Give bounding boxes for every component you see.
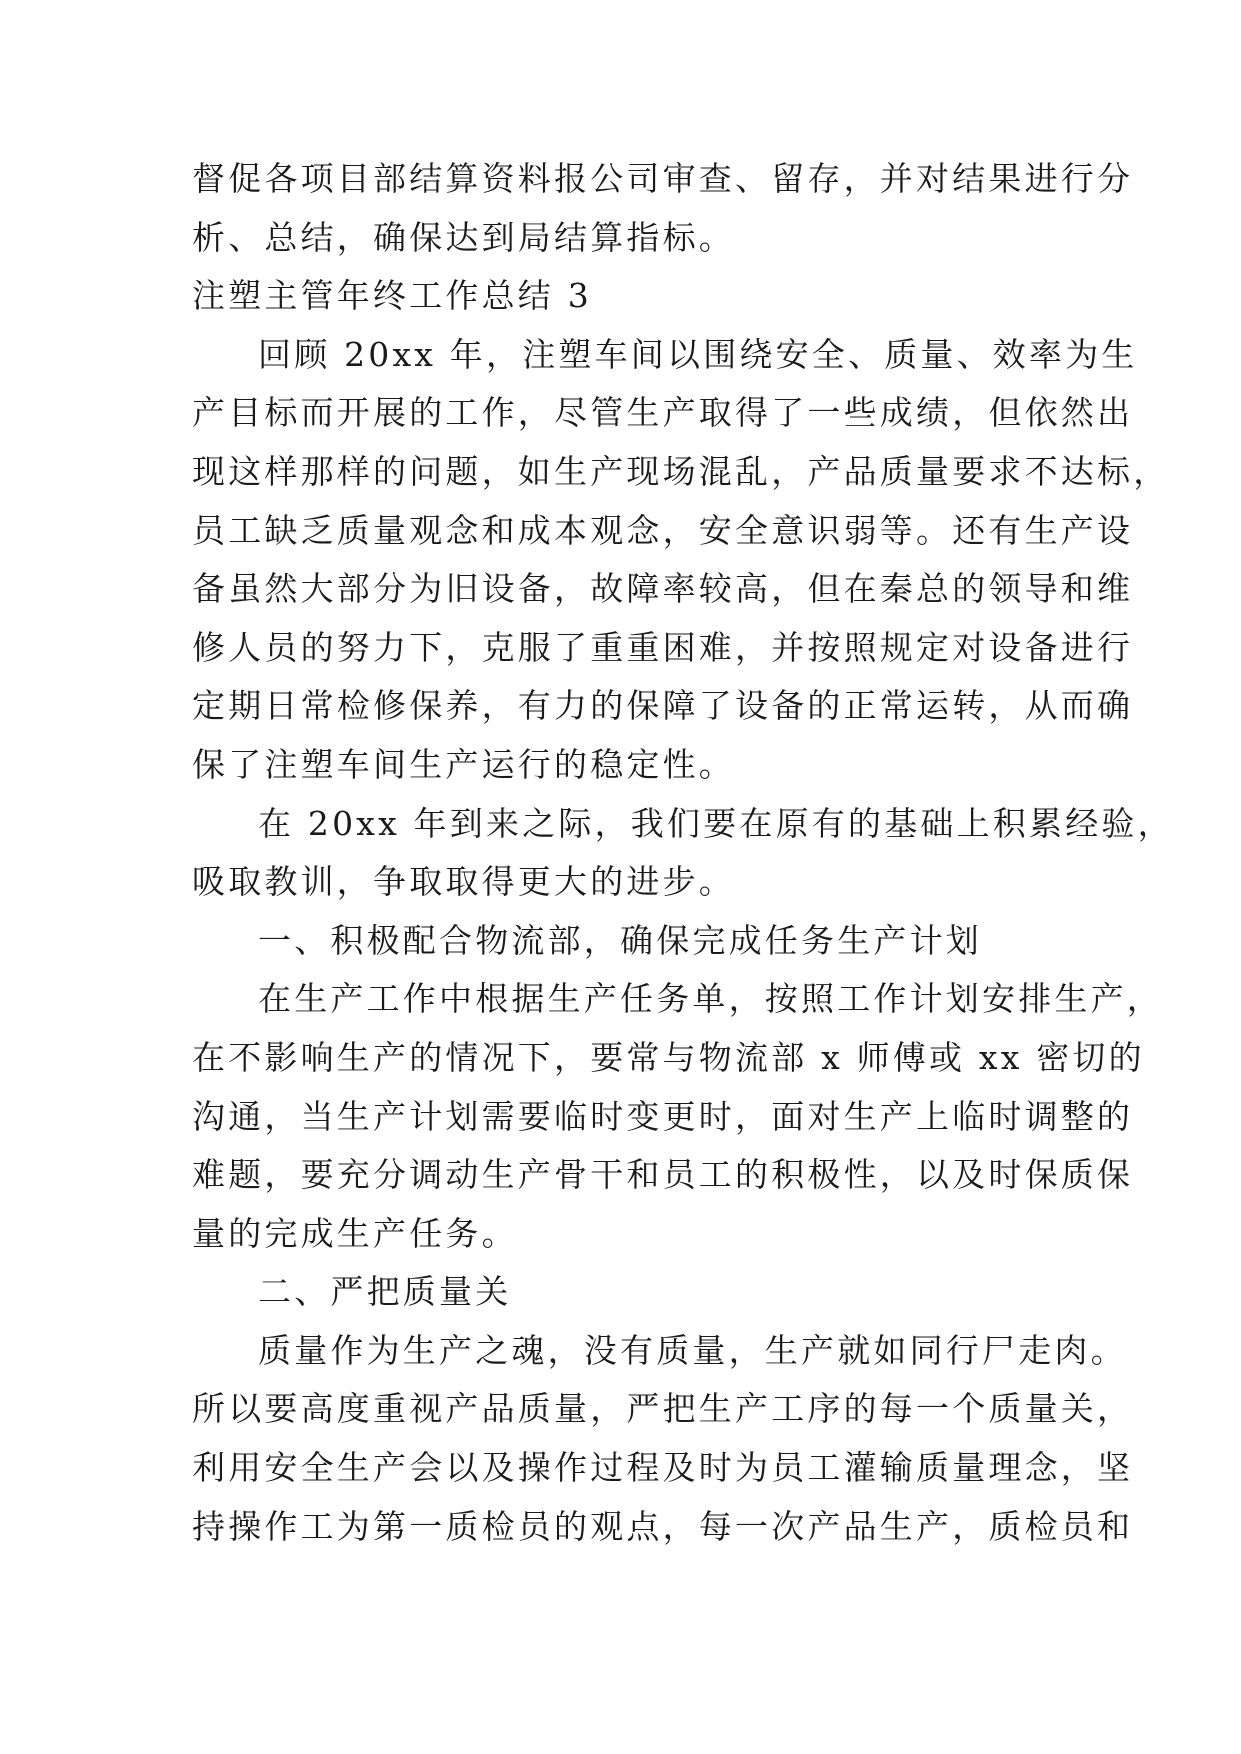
text-line: 沟通，当生产计划需要临时变更时，面对生产上临时调整的 — [192, 1096, 1134, 1136]
text-line: 定期日常检修保养，有力的保障了设备的正常运转，从而确 — [192, 686, 1134, 726]
text-line: 量的完成生产任务。 — [192, 1213, 518, 1253]
text-line: 在生产工作中根据生产任务单，按照工作计划安排生产， — [258, 979, 1163, 1019]
text-line: 修人员的努力下，克服了重重困难，并按照规定对设备进行 — [192, 627, 1134, 667]
text-line: 备虽然大部分为旧设备，故障率较高，但在秦总的领导和维 — [192, 569, 1134, 609]
text-line: 持操作工为第一质检员的观点，每一次产品生产，质检员和 — [192, 1506, 1134, 1546]
text-line: 所以要高度重视产品质量，严把生产工序的每一个质量关， — [192, 1389, 1134, 1429]
text-line: 产目标而开展的工作，尽管生产取得了一些成绩，但依然出 — [192, 393, 1134, 433]
text-line: 利用安全生产会以及操作过程及时为员工灌输质量理念，坚 — [192, 1448, 1134, 1488]
text-line: 回顾 20xx 年，注塑车间以围绕安全、质量、效率为生 — [258, 334, 1138, 374]
text-line: 在 20xx 年到来之际，我们要在原有的基础上积累经验， — [258, 803, 1174, 843]
text-line: 督促各项目部结算资料报公司审查、留存，并对结果进行分 — [192, 159, 1134, 198]
text-line: 一、积极配合物流部，确保完成任务生产计划 — [258, 920, 982, 960]
document-page — [192, 150, 1174, 1556]
text-line: 注塑主管年终工作总结 3 — [192, 276, 592, 316]
text-line: 员工缺乏质量观念和成本观念，安全意识弱等。还有生产设 — [192, 510, 1134, 550]
text-line: 现这样那样的问题，如生产现场混乱，产品质量要求不达标， — [192, 451, 1170, 491]
text-line: 难题，要充分调动生产骨干和员工的积极性，以及时保质保 — [192, 1155, 1134, 1195]
text-line: 在不影响生产的情况下，要常与物流部 x 师傅或 xx 密切的 — [192, 1037, 1145, 1077]
text-line: 吸取教训，争取取得更大的进步。 — [192, 862, 735, 902]
text-line: 二、严把质量关 — [258, 1272, 512, 1312]
text-line: 质量作为生产之魂，没有质量，生产就如同行尸走肉。 — [258, 1330, 1127, 1370]
text-line: 析、总结，确保达到局结算指标。 — [192, 217, 735, 257]
text-line: 保了注塑车间生产运行的稳定性。 — [192, 744, 735, 784]
